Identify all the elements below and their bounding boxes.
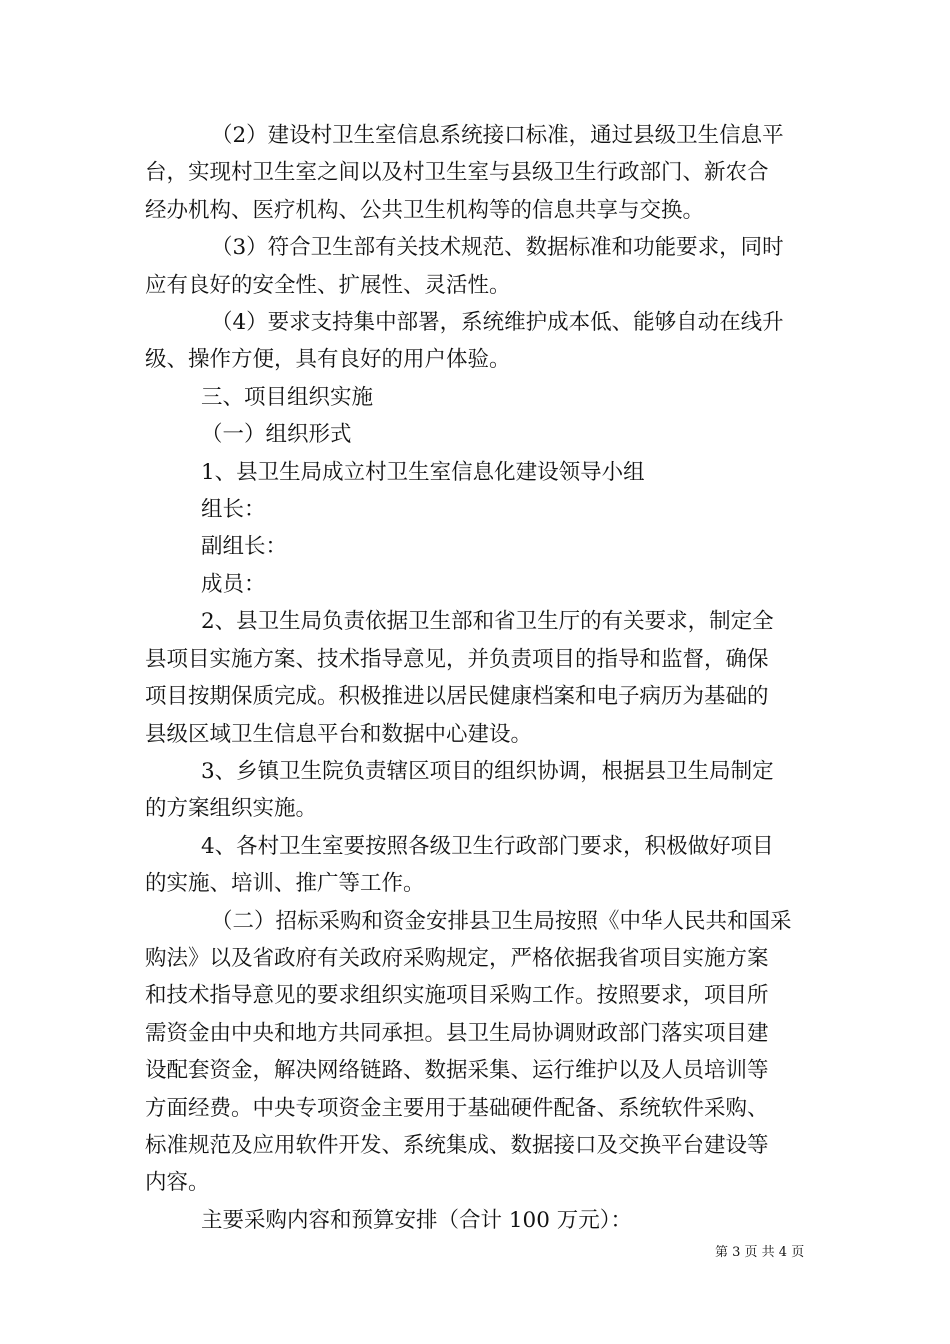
section-heading [145, 379, 810, 416]
text-line: 3、乡镇卫生院负责辖区项目的组织协调，根据县卫生局制定 [201, 758, 774, 784]
text-line: 成员： [201, 571, 266, 597]
text-line: 4、各村卫生室要按照各级卫生行政部门要求，积极做好项目 [201, 833, 774, 859]
paragraph-township-hospital [145, 753, 810, 828]
field-members [145, 566, 810, 603]
text-line: 1、县卫生局成立村卫生室信息化建设领导小组 [201, 459, 645, 485]
subsection-heading [145, 416, 810, 453]
text-line: 购法》以及省政府有关政府采购规定，严格依据我省项目实施方案 [145, 945, 769, 971]
text-line: （3）符合卫生部有关技术规范、数据标准和功能要求，同时 [211, 235, 784, 261]
text-line: （二）招标采购和资金安排县卫生局按照《中华人民共和国采 [211, 908, 792, 934]
text-line: 内容。 [145, 1170, 210, 1196]
paragraph-county-bureau [145, 603, 810, 753]
text-line: 组长： [201, 497, 266, 523]
text-line: （4）要求支持集中部署，系统维护成本低、能够自动在线升 [211, 310, 784, 336]
document-body [145, 117, 810, 1239]
field-deputy-leader [145, 528, 810, 565]
paragraph-item-3 [145, 229, 810, 304]
paragraph-item-2 [145, 117, 810, 229]
paragraph-item-4 [145, 304, 810, 379]
text-line: 经办机构、医疗机构、公共卫生机构等的信息共享与交换。 [145, 197, 705, 223]
text-line: （一）组织形式 [201, 422, 352, 448]
text-line: 级、操作方便，具有良好的用户体验。 [145, 347, 511, 373]
text-line: 和技术指导意见的要求组织实施项目采购工作。按照要求，项目所 [145, 983, 769, 1009]
text-line: 县级区域卫生信息平台和数据中心建设。 [145, 721, 533, 747]
text-line: 项目按期保质完成。积极推进以居民健康档案和电子病历为基础的 [145, 684, 769, 710]
text-line: （2）建设村卫生室信息系统接口标准，通过县级卫生信息平 [211, 123, 784, 148]
text-line: 的实施、培训、推广等工作。 [145, 871, 425, 897]
text-line: 需资金由中央和地方共同承担。县卫生局协调财政部门落实项目建 [145, 1020, 769, 1046]
paragraph-leading-group [145, 454, 810, 491]
text-line: 标准规范及应用软件开发、系统集成、数据接口及交换平台建设等 [145, 1132, 769, 1158]
text-line: 三、项目组织实施 [201, 384, 374, 410]
paragraph-village-clinics [145, 828, 810, 903]
text-line: 副组长： [201, 534, 288, 560]
text-line: 的方案组织实施。 [145, 796, 318, 822]
paragraph-procurement-funding [145, 903, 810, 1202]
text-line: 台，实现村卫生室之间以及村卫生室与县级卫生行政部门、新农合 [145, 160, 769, 186]
text-line: 方面经费。中央专项资金主要用于基础硬件配备、系统软件采购、 [145, 1095, 769, 1121]
field-leader [145, 491, 810, 528]
page-number-footer: 第 3 页 共 4 页 [715, 1245, 805, 1260]
paragraph-budget-summary [145, 1202, 810, 1239]
text-line: 设配套资金，解决网络链路、数据采集、运行维护以及人员培训等 [145, 1058, 769, 1084]
text-line: 2、县卫生局负责依据卫生部和省卫生厅的有关要求，制定全 [201, 609, 774, 635]
text-line: 县项目实施方案、技术指导意见，并负责项目的指导和监督，确保 [145, 646, 769, 672]
text-line: 主要采购内容和预算安排（合计 100 万元）： [201, 1207, 632, 1233]
text-line: 应有良好的安全性、扩展性、灵活性。 [145, 272, 511, 298]
